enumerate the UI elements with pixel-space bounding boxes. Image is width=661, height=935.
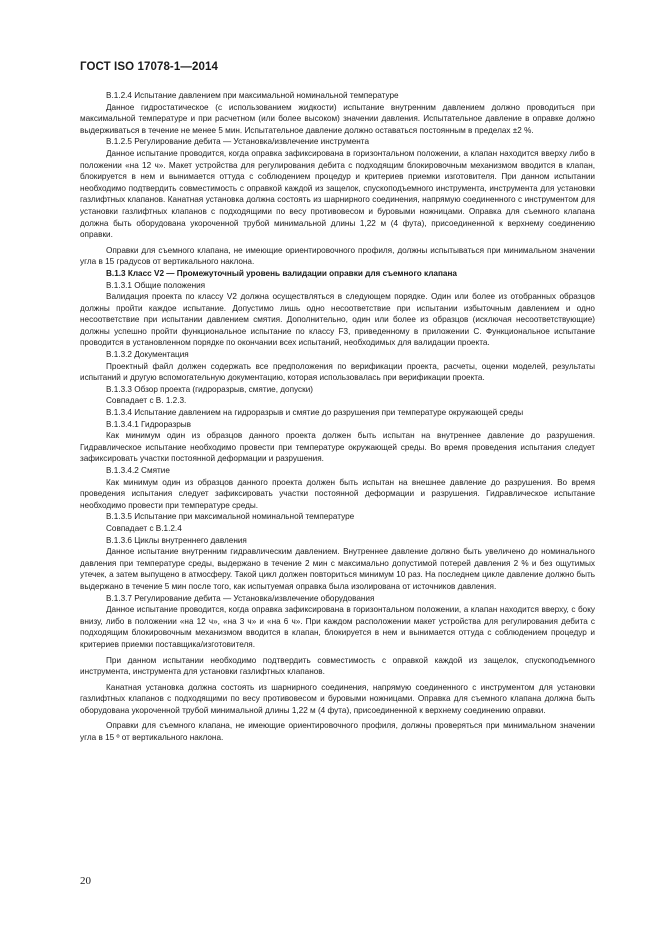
section-heading: В.1.2.4 Испытание давлением при максимальной номинальной температуре — [106, 91, 399, 100]
section-heading: В.1.3.2 Документация — [106, 350, 189, 360]
page-number: 20 — [80, 875, 91, 887]
paragraph: Данное испытание внутренним гидравлическим давлением. Внутреннее давление должно быть увеличено до номинального давления при температуре среды, выдержано в течение 2 мин с максимально допустимой потерей давления 2 % и без ощутимых утечек, а затем выпущено в атмосферу. Такой цикл должен повториться минимум 10 раз. На последнем цикле давление должно быть выдержано в течение 5 мин после того, как испытуемая оправка была изолирована от источников давления. — [80, 547, 595, 591]
paragraph: Оправки для съемного клапана, не имеющие ориентировочного профиля, должны испытываться при минимальном значении угла в 15 градусов от вертикального наклона. — [80, 245, 595, 267]
paragraph: Оправки для съемного клапана, не имеющие ориентировочного профиля, должны проверяться при минимальном значении угла в 15 º от вертикального наклона. — [80, 721, 595, 743]
section-heading: В.1.3.1 Общие положения — [106, 280, 206, 290]
paragraph: Данное испытание проводится, когда оправка зафиксирована в горизонтальном положении, а клапан находится вверху либо в положении «на 12 ч». Макет устройства для регулирования дебита с подходящим блокировочным механизмом вводится в клапан, блокируется в нем и вынимается оттуда с соблюдением процедур и критериев приемки изготовителя. При данном испытании необходимо подтвердить совместимость с оправкой каждой из защелок, спускоподъемного инструмента, инструмента для установки газлифтных клапанов. Канатная установка должна состоять из шарнирного соединения, напрямую соединенного с инструментом для установки газлифтных клапанов с подходящими по весу противовесом и буровыми ножницами. Оправка для съемного клапана должна быть оборудована укороченной трубой минимальной длины 1,22 м (4 фута), присоединенной к верхнему соединению оправки. — [80, 148, 595, 240]
section-heading: В.1.3.6 Циклы внутреннего давления — [106, 535, 247, 545]
paragraph: Как минимум один из образцов данного проекта должен быть испытан на внутреннее давление до разрушения. Гидравлическое испытание необходимо провести при температуре окружающей среды. Во время проведения испытания следует зафиксировать участки постоянной деформации и разрушения. — [80, 431, 595, 464]
paragraph: Как минимум один из образцов данного проекта должен быть испытан на внешнее давление до разрушения. Во время проведения испытания следует зафиксировать участки постоянной деформации и разрушения. Гидравлическое испытание необходимо провести при температуре среды. — [80, 477, 595, 510]
paragraph: Канатная установка должна состоять из шарнирного соединения, напрямую соединенного с инструментом для установки газлифтных клапанов с подходящими по весу противовесом и буровыми ножницами. Оправка для съемного клапана должна быть оборудована укороченной трубой минимальной длины 1,22 м (4 фута), присоединенной к верхнему соединению оправки. — [80, 682, 595, 715]
paragraph: Данное испытание проводится, когда оправка зафиксирована в горизонтальном положении, а клапан находится вверху, с боку внизу, либо в положении «на 12 ч», «на 3 ч» и «на 6 ч». При каждом расположении макет устройства для регулирования дебита с подходящим блокировочным механизмом вводится в клапан, блокируется в нем и вынимается оттуда с соблюдением процедур и критериев приемки поставщика/изготовителя. — [80, 605, 595, 649]
section-heading: В.1.3.4 Испытание давлением на гидроразрыв и смятие до разрушения при температуре окружающей среды — [106, 408, 524, 418]
paragraph: Валидация проекта по классу V2 должна осуществляться в следующем порядке. Один или более из отобранных образцов должны пройти каждое испытание. Допустимо лишь одно несоответствие при испытании избыточным давлением и одно несоответствие при испытании давлением смятия. Дополнительно, один или более из образцов (исключая несоответствующие) должны успешно пройти функциональное испытание по классу F3, приведенному в приложении С. Функциональное испытание проводится в установленном порядке по окончании всех испытаний, необходимых для валидации проекта. — [80, 292, 595, 348]
section-heading: В.1.3.5 Испытание при максимальной номинальной температуре — [106, 512, 355, 522]
section-heading: В.1.3.4.2 Смятие — [106, 466, 170, 475]
document-body — [80, 90, 595, 744]
document-header: ГОСТ ISO 17078-1—2014 — [80, 61, 218, 73]
paragraph: Проектный файл должен содержать все предположения по верификации проекта, расчеты, оценки моделей, результаты испытаний и другую вспомогательную документацию, которая использовалась при верификации проекта. — [80, 361, 595, 383]
paragraph: Совпадает с В.1.2.4 — [106, 523, 182, 533]
section-heading: В.1.2.5 Регулирование дебита — Установка/извлечение инструмента — [106, 137, 369, 147]
paragraph: При данном испытании необходимо подтвердить совместимость с оправкой каждой из защелок, спускоподъемного инструмента, инструмента для установки газлифтных клапанов. — [80, 655, 595, 677]
section-heading-bold: В.1.3 Класс V2 — Промежуточный уровень валидации оправки для съемного клапана — [106, 268, 457, 278]
section-heading: В.1.3.4.1 Гидроразрыв — [106, 419, 192, 429]
paragraph: Данное гидростатическое (с использованием жидкости) испытание внутренним давлением должно проводиться при максимальной температуре и при расчетном (или более высоком) значении давления. Испытательное давление в оправке должно выдерживаться в течение не менее 5 мин. Испытательное давление должно оставаться постоянным в пределах ±2 %. — [80, 102, 595, 135]
section-heading: В.1.3.3 Обзор проекта (гидроразрыв, смятие, допуски) — [106, 384, 313, 394]
section-heading: В.1.3.7 Регулирование дебита — Установка/извлечение оборудования — [106, 593, 375, 603]
paragraph: Совпадает с В. 1.2.3. — [106, 396, 187, 406]
